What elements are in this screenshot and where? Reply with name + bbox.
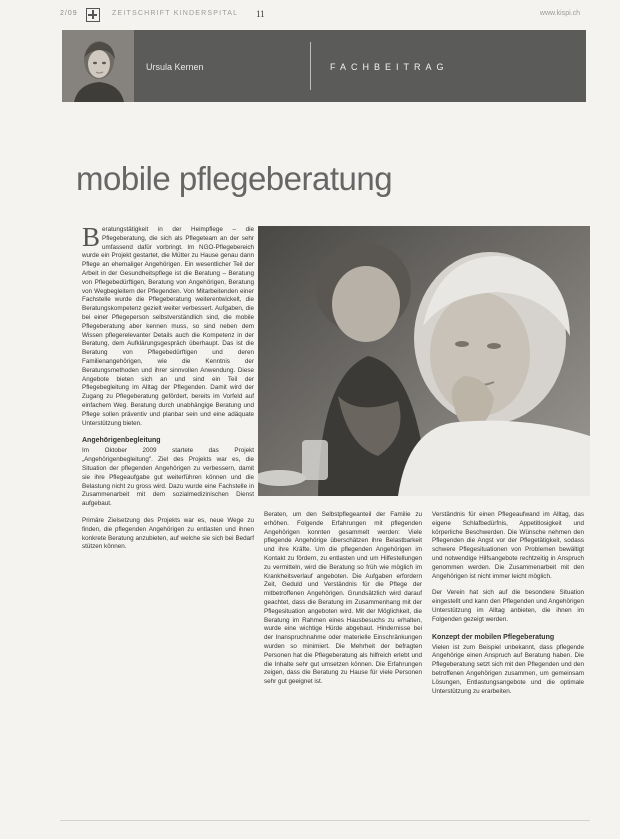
author-portrait [62, 30, 134, 102]
text-column-1 [82, 222, 254, 560]
band-divider [310, 42, 311, 90]
paragraph: Verständnis für einen Pflegeaufwand im Alltag, das eigene Schlafbedürfnis, Appetitlosigkeit und körperliche Beschwerden. Die Wünsche nehmen den Pflegenden die Angst vor der Pflegetätigkeit, sodass schwere Pflegesituationen von Problemen bewältigt und notwendige Hilfsangebote rechtzeitig in Anspruch genommen werden. Die Zusammenarbeit mit den Angehörigen ist nicht immer leicht möglich. [432, 511, 584, 580]
portrait-image [62, 30, 134, 102]
photo-two-women [258, 226, 590, 496]
issue-label: 2/09 [60, 10, 78, 17]
running-header [60, 8, 580, 24]
swiss-cross-icon [86, 8, 100, 22]
rubric-label: FACHBEITRAG [330, 62, 449, 72]
paragraph: Primäre Zielsetzung des Projekts war es, neue Wege zu finden, die pflegenden Angehörigen zu entlasten und ihnen konkrete Beratung anzubieten, auf welche sie sich bei Bedarf stützen können. [82, 516, 254, 551]
magazine-name: ZEITSCHRIFT KINDERSPITAL [112, 10, 239, 17]
paragraph: Vielen ist zum Beispiel unbekannt, dass pflegende Angehörige einen Anspruch auf Beratung haben. Die Pflegeberatung setzt sich mit den Pflegenden und den betroffenen Angehörigen zusammen, um gemeinsam Lösungen, Entlastungsangebote und die optimale Unterstützung zu erarbeiten. [432, 643, 584, 695]
author-band [62, 30, 586, 102]
subhead-konzept: Konzept der mobilen Pflegeberatung [432, 633, 555, 641]
paragraph: Beraten, um den Selbstpflegeanteil der Familie zu erhöhen. Folgende Erfahrungen mit pflegenden Angehörigen konnten gesammelt werden: Viele pflegende Angehörige überschätzen ihre Belastbarkeit und ihre Kräfte. Um die pflegenden Angehörigen im Kontakt zu fördern, zu entlasten und um Hilfestellungen zu vermitteln, wird die Beratung so früh wie möglich im Krankheitsverlauf angeboten. Die Aufgaben erfordern Zeit, Geduld und Verständnis für die Pflege der mitbetroffenen Angehörigen. Grundsätzlich wird darauf geachtet, dass die Beratung im Zusammenhang mit der Pflegesituation angeboten wird. Mit der Möglichkeit, die Beratung im Rahmen eines Hausbesuchs zu erhalten, wurde eine wichtige Hürde abgebaut. Hindernisse bei der Inanspruchnahme oder materielle Einschränkungen wurden so minimiert. Die Mehrheit der befragten Personen hat die Pflegeberatung als hilfreich erlebt und die Inhalte sehr gut umsetzen können. Die Erfahrungen zeigen, dass die Beratung zu Hause für viele Personen sehr gut geeignet ist. [264, 511, 422, 686]
dropcap: B [82, 222, 101, 252]
text-column-2 [264, 511, 422, 695]
footer-rule [60, 820, 590, 821]
page-number: 11 [256, 9, 265, 19]
text-column-3 [432, 511, 584, 704]
article-photo [258, 226, 590, 496]
subhead-angehoerigenbegleitung: Angehörigenbegleitung [82, 437, 161, 445]
lead-text: eratungstätigkeit in der Heimpflege – die Pflegeberatung, die sich als Pflegeteam an der sehr umfassend dafür vorbringt. Im NGO-Pflegebereich wurde ein Projekt gestartet, die Mütter zu Hause genau dann Pflege an ehemaliger Angehörigen. Ein wesentlicher Teil der Arbeit in der Gesundheitspflege ist die Beratung – Beratung von Pflegebedürftigen, Beratung von Angehörigen, Beratung von Wegbegleitern der Pflegenden. Von Mitarbeitenden einer Fachstelle wurde die Pflegeberatung weiterentwickelt, die Beratungskompetenz gezielt weiter verbessert. Aufgaben, die bei einer Pflegeperson selbstverständlich sind, die mobile Pflegeberatung aber kennen muss, so sind neben dem Wissen pflegerelevanter Details auch die Kompetenz in der Beratung, dem Aufklärungsgespräch überhaupt. Das ist die Beratung von Pflegebedürftigen und deren Familienangehörigen, wie die Kenntnis der Beratungsmethoden und ihrer sinnvollen Anwendung. Diese Angebote bieten sich an und sind ein Teil der Pflegebegleitung im Alltag der Pflegenden. Damit wird der Zugang zu Pflegeberatung gefördert, bereits im Vorfeld auf einfachem Weg. Beratung durch unabhängige Beratung und Pflege sollen präventiv und planbar sein und eine adäquate Unterstützung bieten. [82, 226, 254, 427]
lead-paragraph [82, 222, 254, 428]
paragraph: Im Oktober 2009 startete das Projekt „Angehörigenbegleitung". Ziel des Projekts war es, die Situation der pflegenden Angehörigen zu verbessern, damit sie ihre Pflegeaufgabe gut weiterführen können und die Belastung nicht zu gross wird. Dazu wurde eine Fachstelle in Zusammenarbeit mit dem sozialmedizinischen Dienst aufgebaut. [82, 447, 254, 508]
author-name: Ursula Kernen [146, 62, 204, 72]
paragraph: Der Verein hat sich auf die besondere Situation eingestellt und kann den Pflegenden und Angehörigen Unterstützung im Alltag anbieten, die ihnen im Folgenden gezeigt werden. [432, 589, 584, 623]
article-title: mobile pflegeberatung [76, 160, 393, 198]
header-right-text: www.kispi.ch [539, 10, 580, 17]
